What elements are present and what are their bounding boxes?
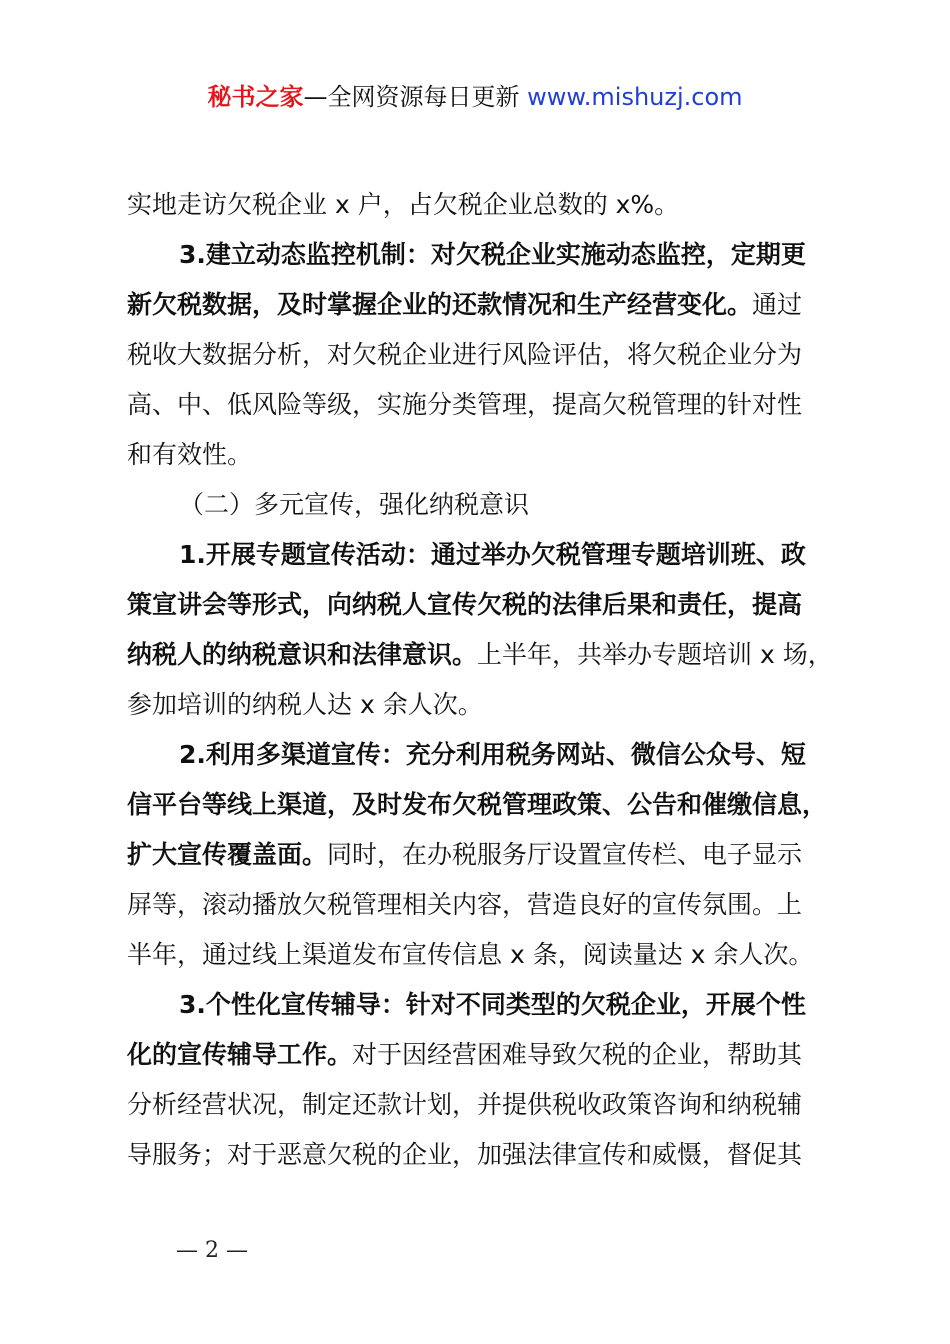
section-heading-3-monitoring: 3.建立动态监控机制：对欠税企业实施动态监控，定期更	[179, 240, 806, 269]
document-body	[127, 180, 837, 1180]
section-heading-3-guidance: 3.个性化宣传辅导：针对不同类型的欠税企业，开展个性	[179, 990, 806, 1019]
section-heading-publicity: （二）多元宣传，强化纳税意识	[179, 490, 530, 519]
text-line: 实地走访欠税企业 x 户，占欠税企业总数的 x%。	[127, 190, 680, 219]
text-line: 策宣讲会等形式，向纳税人宣传欠税的法律后果和责任，提高	[127, 590, 803, 619]
text-line: 高、中、低风险等级，实施分类管理，提高欠税管理的针对性	[127, 390, 803, 419]
text-line: 和有效性。	[127, 440, 253, 469]
text-line: 屏等，滚动播放欠税管理相关内容，营造良好的宣传氛围。上	[127, 890, 803, 919]
text-line: 分析经营状况，制定还款计划，并提供税收政策咨询和纳税辅	[127, 1090, 803, 1119]
text-line: 纳税人的纳税意识和法律意识。上半年，共举办专题培训 x 场，	[127, 640, 833, 669]
header-url[interactable]: www.mishuzj.com	[527, 83, 743, 111]
text-line: 信平台等线上渠道，及时发布欠税管理政策、公告和催缴信息，	[127, 790, 828, 819]
page-number: — 2 —	[176, 1238, 248, 1263]
page-header	[0, 80, 950, 114]
brand-name: 秘书之家	[207, 83, 304, 111]
text-line: 参加培训的纳税人达 x 余人次。	[127, 690, 483, 719]
text-line: 税收大数据分析，对欠税企业进行风险评估，将欠税企业分为	[127, 340, 803, 369]
text-line: 半年，通过线上渠道发布宣传信息 x 条，阅读量达 x 余人次。	[127, 940, 814, 969]
header-tagline: —全网资源每日更新	[303, 83, 528, 111]
text-line: 化的宣传辅导工作。对于因经营困难导致欠税的企业，帮助其	[127, 1040, 803, 1069]
text-line: 导服务；对于恶意欠税的企业，加强法律宣传和威慑，督促其	[127, 1140, 803, 1169]
text-line: 扩大宣传覆盖面。同时，在办税服务厅设置宣传栏、电子显示	[127, 840, 803, 869]
text-line: 新欠税数据，及时掌握企业的还款情况和生产经营变化。通过	[127, 290, 803, 319]
section-heading-1-campaign: 1.开展专题宣传活动：通过举办欠税管理专题培训班、政	[179, 540, 806, 569]
section-heading-2-channels: 2.利用多渠道宣传：充分利用税务网站、微信公众号、短	[179, 740, 806, 769]
